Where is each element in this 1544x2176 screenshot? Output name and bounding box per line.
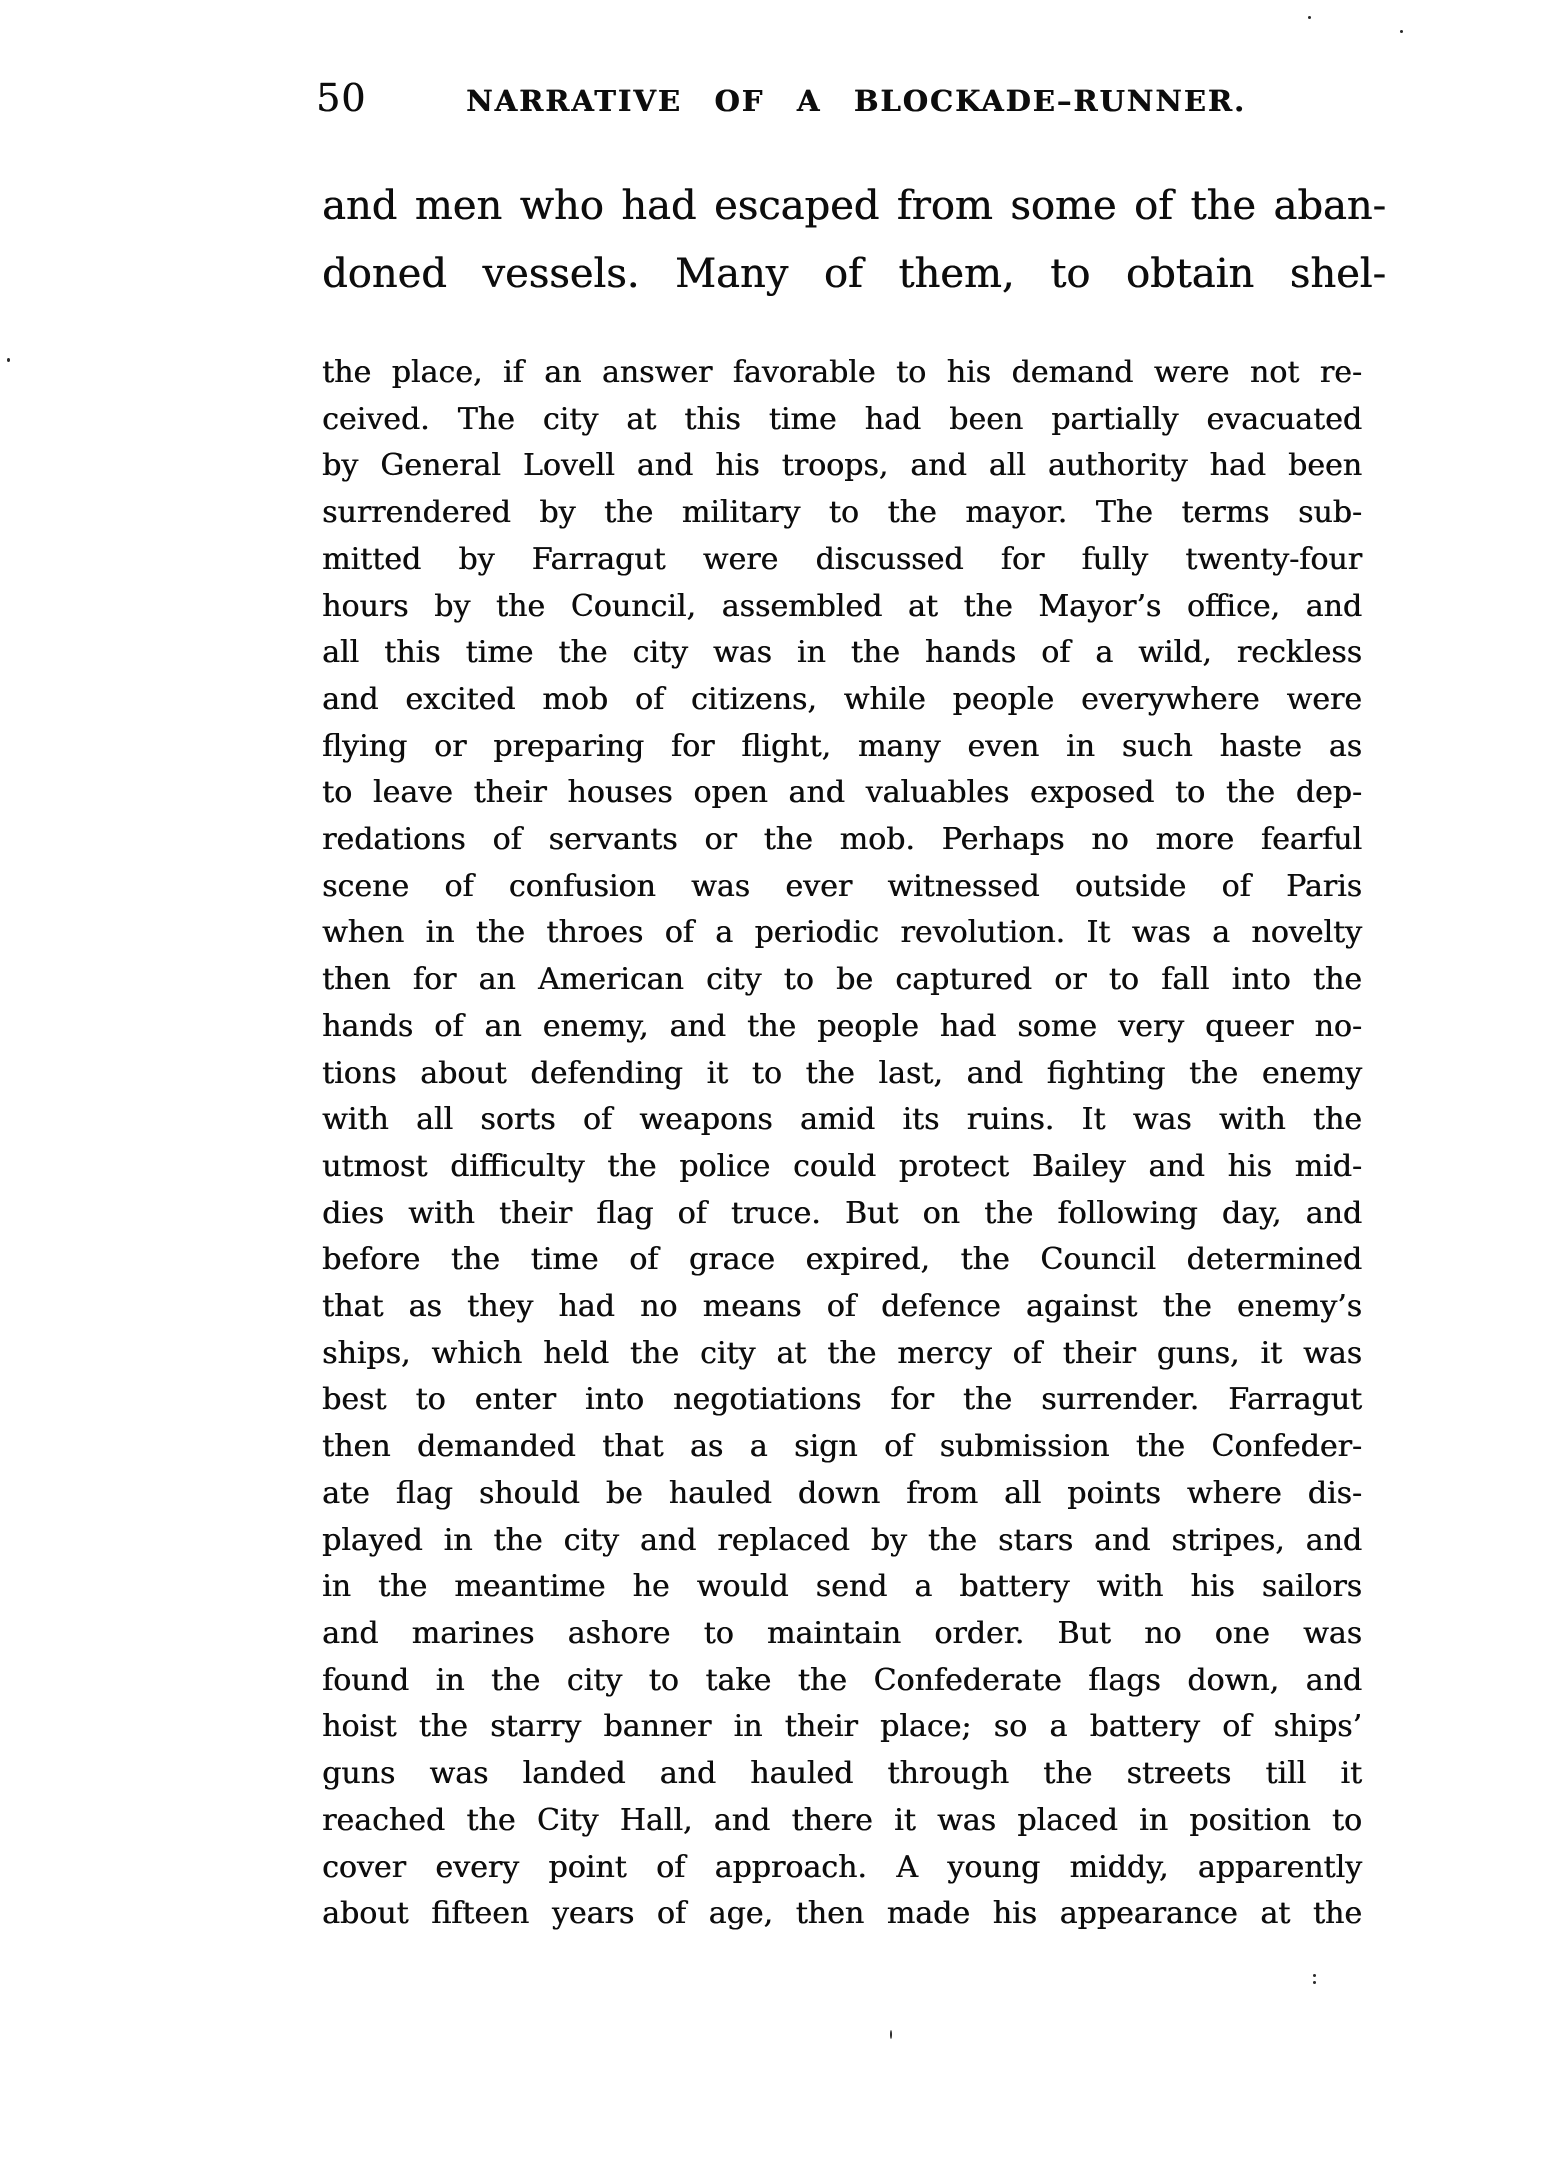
text-line: mitted by Farragut were discussed for fully twenty-four — [322, 541, 1362, 577]
scan-speck — [1313, 1974, 1316, 1977]
text-line: the place, if an answer favorable to his demand were not re- — [322, 355, 1362, 390]
text-line: and excited mob of citizens, while people everywhere were — [322, 681, 1362, 717]
text-line: hours by the Council, assembled at the Mayor’s office, and — [322, 588, 1362, 624]
lead-paragraph — [322, 172, 1386, 308]
text-line: utmost difficulty the police could protect Bailey and his mid- — [322, 1148, 1362, 1184]
text-line: all this time the city was in the hands of a wild, reckless — [322, 635, 1362, 671]
text-line: about fifteen years of age, then made his appearance at the — [322, 1896, 1362, 1932]
text-line: dies with their flag of truce. But on the following day, and — [322, 1195, 1362, 1231]
text-line: redations of servants or the mob. Perhaps no more fearful — [322, 822, 1362, 858]
text-line: found in the city to take the Confederate flags down, and — [322, 1662, 1362, 1698]
scan-speck — [1400, 30, 1403, 33]
text-line: best to enter into negotiations for the surrender. Farragut — [322, 1382, 1362, 1418]
text-line: hands of an enemy, and the people had some very queer no- — [322, 1008, 1362, 1044]
text-line: hoist the starry banner in their place; so a battery of ships’ — [322, 1709, 1362, 1745]
text-line: to leave their houses open and valuables exposed to the dep- — [322, 775, 1362, 811]
text-line: with all sorts of weapons amid its ruins. It was with the — [322, 1102, 1362, 1138]
scan-speck — [1308, 16, 1311, 19]
scan-speck — [7, 358, 10, 362]
text-line: that as they had no means of defence against the enemy’s — [322, 1289, 1362, 1325]
text-line: ate flag should be hauled down from all points where dis- — [322, 1475, 1362, 1511]
text-line: then demanded that as a sign of submission the Confeder- — [322, 1429, 1362, 1465]
text-line: surrendered by the military to the mayor. The terms sub- — [322, 495, 1362, 531]
text-line: by General Lovell and his troops, and all authority had been — [322, 448, 1362, 484]
text-line: scene of confusion was ever witnessed outside of Paris — [322, 868, 1362, 904]
scan-speck — [1313, 1981, 1316, 1984]
text-line: and marines ashore to maintain order. But no one was — [322, 1615, 1362, 1651]
text-line: in the meantime he would send a battery with his sailors — [322, 1569, 1362, 1605]
text-line: reached the City Hall, and there it was placed in position to — [322, 1802, 1362, 1838]
text-line: cover every point of approach. A young middy, apparently — [322, 1849, 1362, 1885]
scan-speck — [890, 2030, 892, 2039]
text-line: tions about defending it to the last, and fighting the enemy — [322, 1055, 1362, 1091]
text-line: ships, which held the city at the mercy of their guns, it was — [322, 1335, 1362, 1371]
text-line: ceived. The city at this time had been partially evacuated — [322, 401, 1362, 437]
text-line: guns was landed and hauled through the streets till it — [322, 1756, 1362, 1792]
text-line: doned vessels. Many of them, to obtain shel- — [322, 251, 1386, 297]
text-line: when in the throes of a periodic revolution. It was a novelty — [322, 915, 1362, 951]
text-line: and men who had escaped from some of the aban- — [322, 183, 1386, 229]
text-line: then for an American city to be captured or to fall into the — [322, 962, 1362, 998]
text-line: played in the city and replaced by the stars and stripes, and — [322, 1522, 1362, 1558]
text-line: before the time of grace expired, the Council determined — [322, 1242, 1362, 1278]
body-paragraph — [322, 350, 1362, 1938]
text-line: flying or preparing for flight, many even in such haste as — [322, 728, 1362, 764]
page-number: 50 — [316, 76, 367, 120]
running-title: NARRATIVE OF A BLOCKADE–RUNNER. — [466, 84, 1246, 118]
